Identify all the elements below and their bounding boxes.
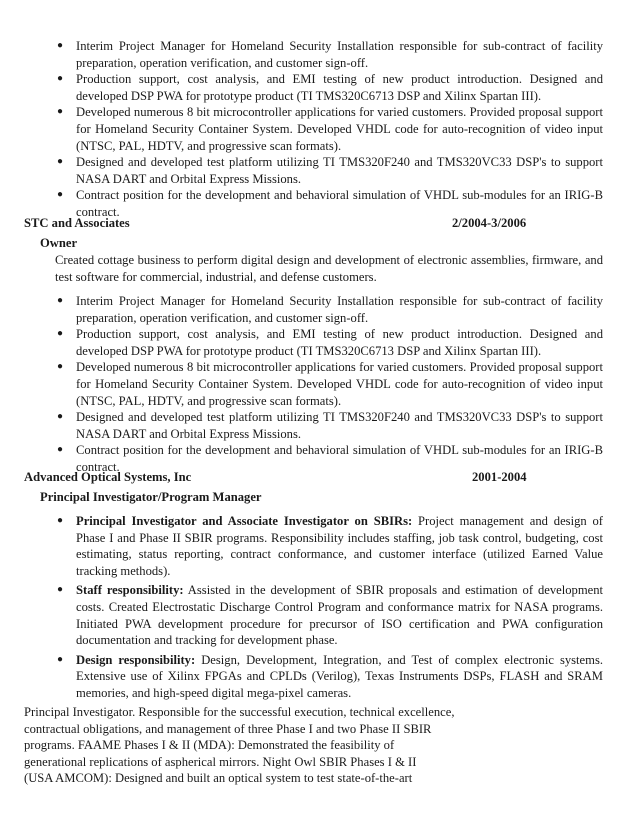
list-item: ● Designed and developed test platform utilizing TI TMS320F240 and TMS320VC33 DSP's to support NASA DART and Orbital Express Missions. [57, 155, 603, 186]
company-name: Advanced Optical Systems, Inc [24, 470, 192, 484]
job2-bullet-list [55, 293, 603, 476]
bullet-icon: ● [57, 106, 64, 118]
list-item: ● Staff responsibility: Assisted in the development of SBIR proposals and estimation of development costs. Created Electrostatic Discharge Control Program and conformance matrix for NASA programs. Initiated PWA development procedure for precursor of ISO certification and PWA configuration documentation and tracking for development phase. [57, 583, 603, 648]
job-role: Principal Investigator/Program Manager [40, 490, 262, 504]
bullet-icon: ● [57, 444, 64, 456]
company-name: STC and Associates [24, 216, 130, 230]
paragraph-line: (USA AMCOM): Designed and built an optical system to test state-of-the-art [24, 771, 413, 786]
closing-paragraph [24, 704, 494, 787]
bullet-icon: ● [57, 328, 64, 340]
list-item: ● Developed numerous 8 bit microcontroller applications for varied customers. Provided proposal support for Homeland Security Container System. Developed VHDL code for auto-recognition of video input (NTSC, PAL, HDTV, and progressive scan formats). [57, 105, 603, 153]
job-summary: Created cottage business to perform digital design and development of electronic assemblies, firmware, and test software for commercial, industrial, and defense customers. [55, 253, 603, 284]
paragraph-line: Principal Investigator. Responsible for the successful execution, technical excellence, [24, 705, 455, 719]
list-item: ● Production support, cost analysis, and EMI testing of new product introduction. Designed and developed DSP PWA for prototype product (TI TMS320C6713 DSP and Xilinx Spartan III). [57, 327, 603, 358]
bullet-icon: ● [57, 295, 64, 306]
bullet-icon: ● [57, 361, 64, 373]
bullet-icon: ● [57, 189, 64, 201]
list-item: ● Interim Project Manager for Homeland Security Installation responsible for sub-contract of facility preparation, operation verification, and customer sign-off. [57, 39, 603, 70]
list-item: ● Developed numerous 8 bit microcontroller applications for varied customers. Provided proposal support for Homeland Security Container System. Developed VHDL code for auto-recognition of video input (NTSC, PAL, HDTV, and progressive scan formats). [57, 360, 603, 408]
bullet-icon: ● [57, 584, 64, 596]
list-item: ● Interim Project Manager for Homeland Security Installation responsible for sub-contract of facility preparation, operation verification, and customer sign-off. [57, 294, 603, 325]
bullet-icon: ● [57, 40, 64, 51]
continued-bullet-list [55, 38, 603, 221]
list-item: ● Contract position for the development and behavioral simulation of VHDL sub-modules for an IRIG-B contract. [57, 188, 603, 219]
list-item: ● Designed and developed test platform utilizing TI TMS320F240 and TMS320VC33 DSP's to support NASA DART and Orbital Express Missions. [57, 410, 603, 441]
bullet-icon: ● [57, 653, 64, 665]
bullet-icon: ● [57, 73, 64, 85]
paragraph-line: generational replications of aspherical mirrors. Night Owl SBIR Phases I & II [24, 754, 417, 769]
job-role: Owner [40, 236, 78, 250]
bullet-icon: ● [57, 156, 64, 168]
job3-bullet-list [55, 513, 603, 705]
list-item: ● Contract position for the development and behavioral simulation of VHDL sub-modules for an IRIG-B contract. [57, 443, 603, 474]
list-item: ● Design responsibility: Design, Development, Integration, and Test of complex electronic systems. Extensive use of Xilinx FPGAs and CPLDs (Verilog), Texas Instruments DSPs, FLASH and SRAM memories, and high-speed digital mega-pixel cameras. [57, 652, 603, 700]
list-item: ● Principal Investigator and Associate Investigator on SBIRs: Project management and design of Phase I and Phase II SBIR programs. Responsibility includes staffing, job task control, budgeting, cost estimating, status reporting, contract conformance, and customer interface (utilized Earned Value tracking methods). [57, 514, 604, 578]
bullet-icon: ● [57, 515, 64, 526]
job-dates: 2001-2004 [472, 470, 527, 484]
job-dates: 2/2004-3/2006 [452, 216, 527, 230]
bullet-icon: ● [57, 411, 64, 423]
paragraph-line: contractual obligations, and management of three Phase I and two Phase II SBIR [24, 721, 432, 736]
list-item: ● Production support, cost analysis, and EMI testing of new product introduction. Designed and developed DSP PWA for prototype product (TI TMS320C6713 DSP and Xilinx Spartan III). [57, 72, 603, 103]
paragraph-line: programs. FAAME Phases I & II (MDA): Demonstrated the feasibility of [24, 738, 395, 753]
